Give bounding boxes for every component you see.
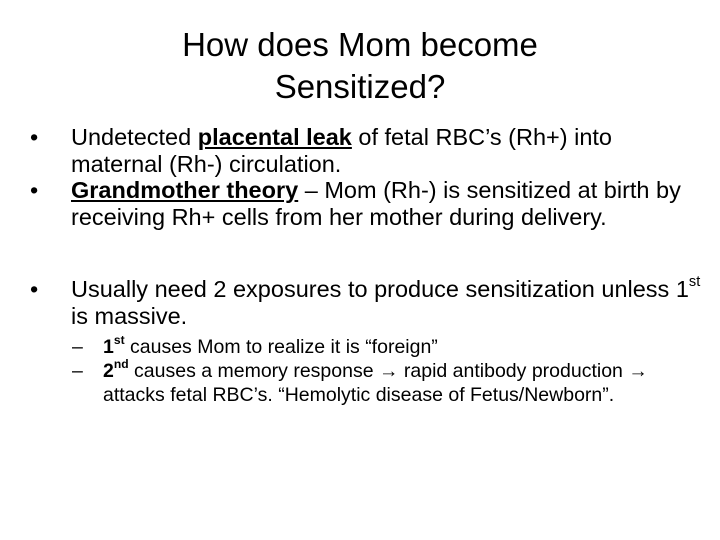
bullet-placental-leak [26, 124, 706, 177]
spacer [26, 230, 706, 276]
bullet-marker: • [30, 177, 39, 203]
superscript: st [688, 274, 701, 291]
bullet-term-grandmother-theory: Grandmother theory [71, 177, 299, 203]
bullet-marker: • [30, 276, 39, 302]
subbullet-text: attacks fetal RBC’s. “Hemolytic disease of Fetus/Newborn”. [103, 384, 615, 406]
subbullet-text: rapid antibody production [398, 360, 629, 382]
bullet-text: – Mom (Rh-) is sensitized at birth by receiving Rh+ cells from her mother during delivery. [71, 177, 681, 230]
title-line-2: Sensitized? [274, 68, 446, 105]
exposure-number: 2 [103, 360, 114, 382]
exposure-number: 1 [103, 336, 114, 358]
bullet-text: Undetected [71, 124, 198, 150]
bullet-text: of fetal RBC’s (Rh+) into maternal (Rh-) circulation. [71, 124, 613, 177]
subbullet-text: causes a memory response [128, 360, 379, 382]
right-arrow-icon: → [628, 360, 648, 382]
right-arrow-icon: → [378, 360, 399, 382]
superscript: st [113, 332, 125, 347]
bullet-text: is massive. [71, 302, 188, 329]
slide-title [60, 24, 660, 108]
subbullet-text: causes Mom to realize it is “foreign” [124, 336, 438, 358]
subbullet-marker: – [72, 360, 83, 382]
slide-body [26, 124, 706, 407]
subbullet-first-exposure [26, 332, 706, 359]
superscript: nd [113, 356, 129, 371]
bullet-marker: • [30, 124, 39, 150]
subbullet-marker: – [72, 336, 83, 358]
title-line-1: How does Mom become [182, 26, 538, 63]
bullet-term-placental-leak: placental leak [197, 124, 352, 150]
bullet-two-exposures [26, 276, 706, 329]
subbullet-second-exposure [26, 356, 706, 407]
bullet-grandmother-theory [26, 177, 706, 230]
bullet-text: Usually need 2 exposures to produce sensitization unless 1 [71, 276, 689, 302]
